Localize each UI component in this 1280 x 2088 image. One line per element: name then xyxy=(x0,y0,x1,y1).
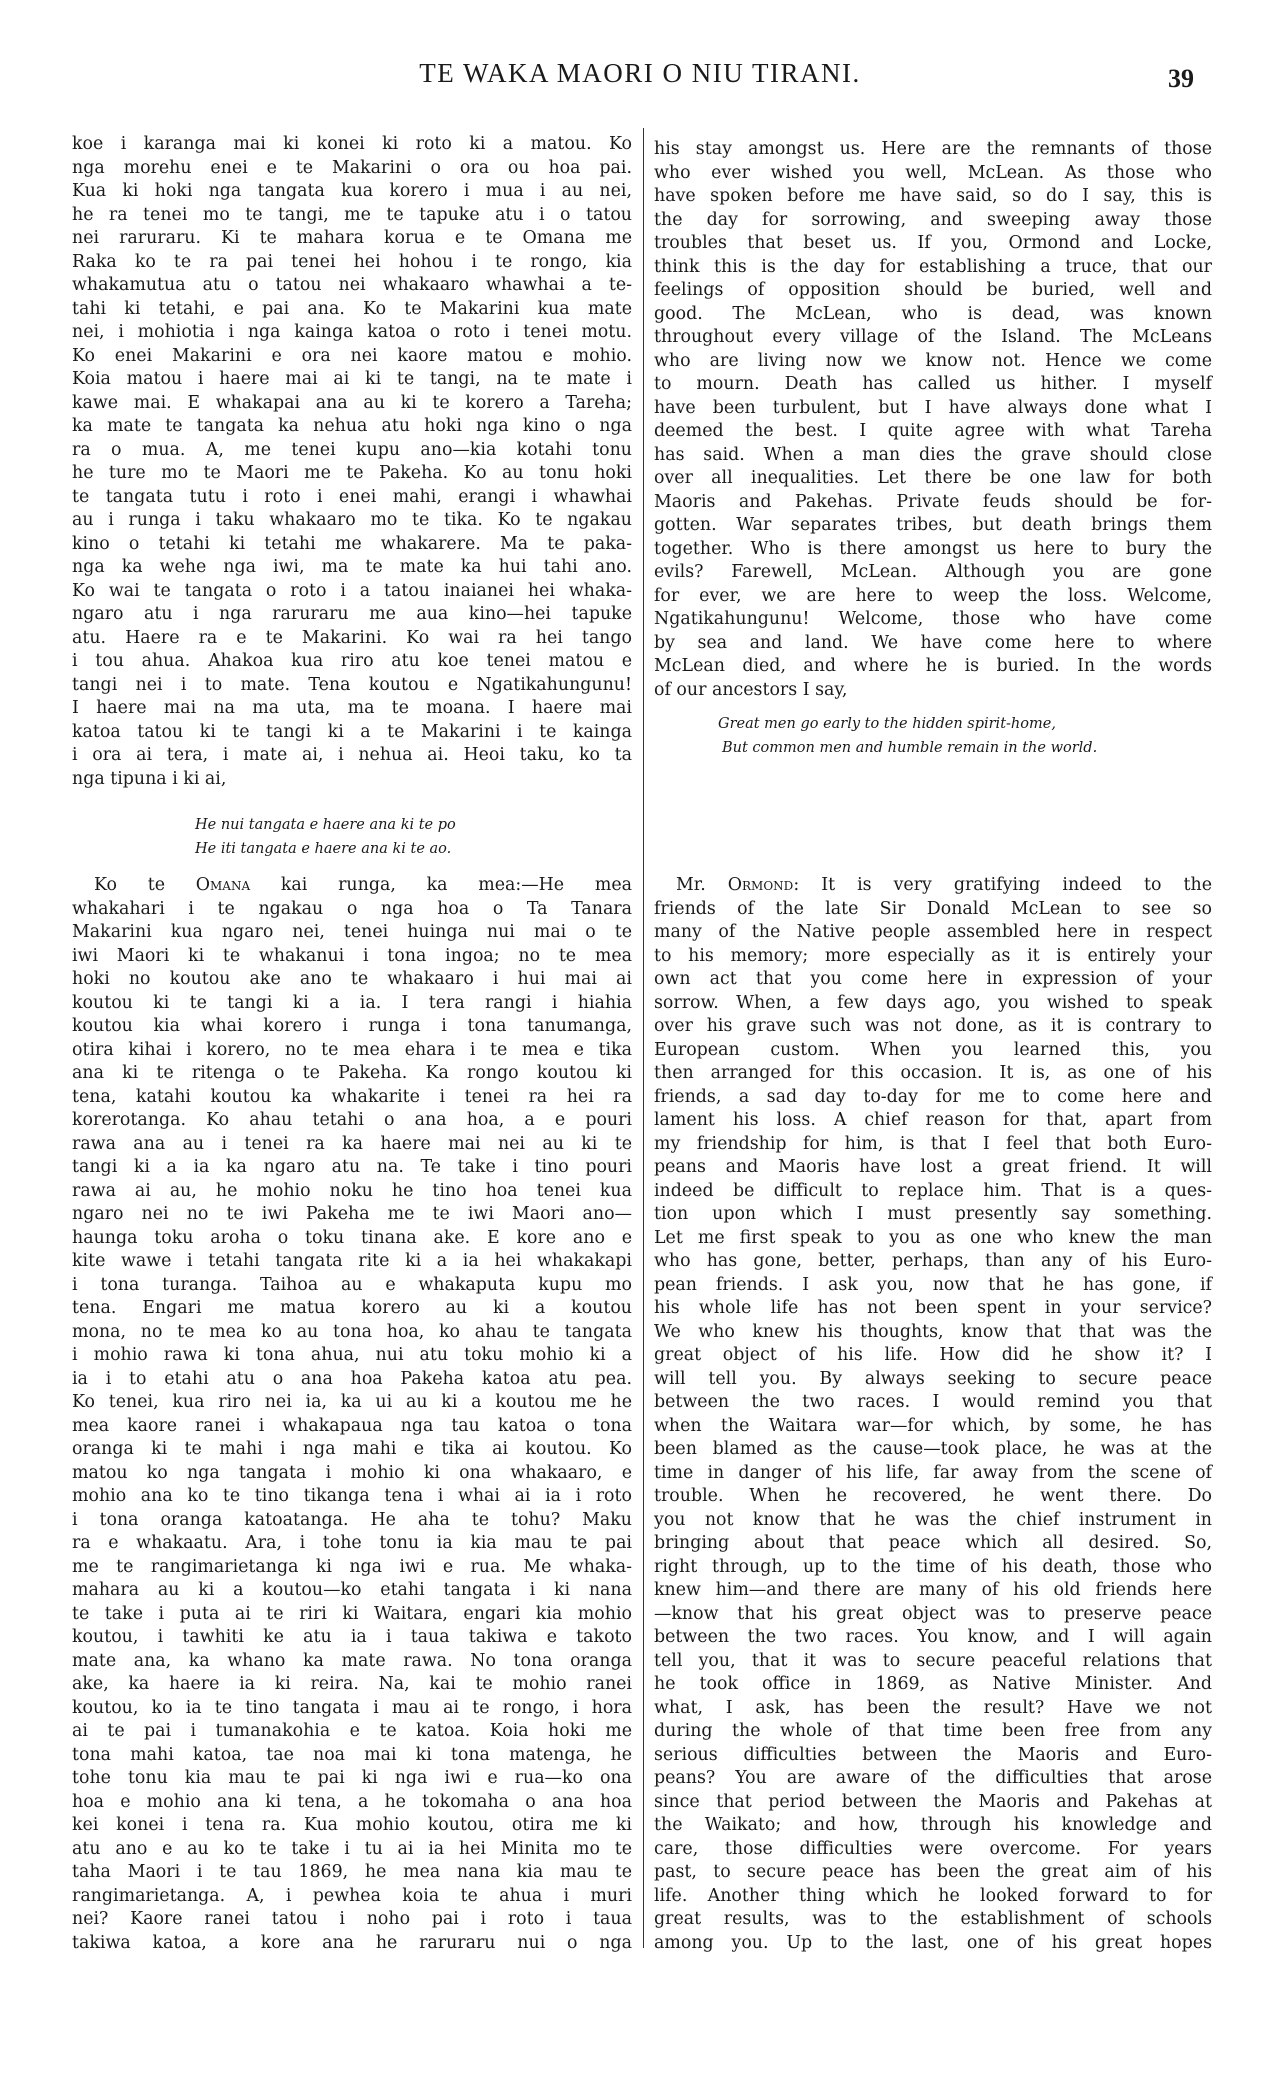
text-line: McLean died, and where he is buried. In the words xyxy=(654,656,1212,676)
text-line: Let me first speak to you as one who knew the man xyxy=(654,1227,1212,1248)
text-line: au i runga i taku whakaaro mo te tika. Ko te ngakau xyxy=(72,510,632,530)
text-line: have been turbulent, but I have always done what I xyxy=(654,397,1212,418)
text-line: tona mahi katoa, tae noa mai ki tona matenga, he xyxy=(72,1744,632,1765)
text-line: trouble. When he recovered, he went there. Do xyxy=(654,1486,1212,1506)
text-line: ngaro atu i nga raruraru me aua kino—hei tapuke xyxy=(72,604,632,624)
text-line: rawa ana au i tenei ra ka haere mai nei au ki te xyxy=(72,1133,632,1154)
text-line: friends, a sad day to-day for me to come here and xyxy=(654,1086,1212,1107)
text-line: past, to secure peace has been the great aim of his xyxy=(654,1862,1212,1882)
text-line: korerotanga. Ko ahau tetahi o ana hoa, a e pouri xyxy=(72,1110,632,1130)
proverb-line: He nui tangata e haere ana ki te po xyxy=(195,817,456,833)
text-line: what, I ask, has been the result? Have we not xyxy=(654,1697,1212,1718)
text-line: knew him—and there are many of his old friends here xyxy=(654,1580,1212,1600)
text-line: ake, ka haere ia ki reira. Na, kai te mohio ranei xyxy=(72,1674,632,1694)
text-line: to mourn. Death has called us hither. I myself xyxy=(654,374,1212,394)
text-line: gotten. War separates tribes, but death brings them xyxy=(654,515,1212,535)
text-line: great object of his life. How did he show it? I xyxy=(654,1345,1212,1365)
text-line: he took office in 1869, as Native Minister. And xyxy=(654,1674,1212,1694)
text-line: together. Who is there amongst us here to bury the xyxy=(654,538,1212,559)
text-line: tena, katahi koutou ka whakarite i tenei ra hei ra xyxy=(72,1086,632,1107)
text-line: We who knew his thoughts, know that that was the xyxy=(654,1321,1212,1342)
text-line: kite wawe i tetahi tangata rite ki a ia hei whakakapi xyxy=(72,1251,632,1271)
text-line: tohe tonu kia mau te pai ki nga iwi e rua—ko ona xyxy=(72,1768,632,1788)
text-line: life. Another thing which he looked forward to for xyxy=(654,1885,1212,1906)
text-line: haunga toku aroha o toku tinana ake. E kore ano e xyxy=(72,1227,632,1248)
text-line: will tell you. By always seeking to secure peace xyxy=(654,1368,1212,1389)
text-line: ra o mua. A, me tenei kupu ano—kia kotahi tonu xyxy=(72,439,632,460)
text-line: think this is the day for establishing a truce, that our xyxy=(654,256,1212,277)
text-line: koutou kia whai korero i runga i tona tanumanga, xyxy=(72,1016,632,1036)
text-line: mona, no te mea ko au tona hoa, ko ahau te tangata xyxy=(72,1321,632,1342)
text-line: my friendship for him, is that I feel that both Euro- xyxy=(654,1133,1212,1154)
text-line: ia i to etahi atu o ana hoa Pakeha katoa atu pea. xyxy=(72,1368,632,1389)
text-line: whakahari i te ngakau o nga hoa o Ta Tanara xyxy=(72,898,632,919)
text-line: tell you, that it was to secure peaceful relations that xyxy=(654,1650,1212,1671)
text: kai runga, ka mea:—He mea xyxy=(250,875,632,895)
column-divider xyxy=(643,128,644,1948)
text-line: tangi nei i to mate. Tena koutou e Ngatikahungunu! xyxy=(72,674,632,695)
text-line: taha Maori i te tau 1869, he mea nana kia mau te xyxy=(72,1862,632,1882)
left-column-maori-speech xyxy=(72,133,632,791)
text-line: great results, was to the establishment of schools xyxy=(654,1909,1212,1929)
text-line: between the two races. You know, and I will again xyxy=(654,1627,1212,1647)
text: Ko te xyxy=(94,875,196,895)
text-line: his whole life has not been spent in your service? xyxy=(654,1298,1212,1318)
text-line: many of the Native people assembled here in respect xyxy=(654,922,1212,942)
text-line: koutou ki te tangi ki a ia. I tera rangi i hiahia xyxy=(72,992,632,1013)
text-line: nga tipuna i ki ai, xyxy=(72,768,227,789)
text-line: me te rangimarietanga ki nga iwi e rua. Me whaka- xyxy=(72,1556,632,1577)
text-line: Makarini kua ngaro nei, tenei huinga nui mai o te xyxy=(72,922,632,942)
text-line: kawe mai. E whakapai ana au ki te korero a Tareha; xyxy=(72,392,632,413)
text-line: I haere mai na ma uta, ma te moana. I haere mai xyxy=(72,698,632,718)
text-line: nei, i mohiotia i nga kainga katoa o roto i tenei motu. xyxy=(72,322,632,342)
text-line: own act that you come here in expression of your xyxy=(654,969,1212,989)
text-line: feelings of opposition should be buried, well and xyxy=(654,280,1212,300)
text-line: katoa tatou ki te tangi ki a te Makarini i te kainga xyxy=(72,721,632,742)
page-number: 39 xyxy=(1168,64,1194,93)
text-line: between the two races. I would remind you that xyxy=(654,1392,1212,1412)
text-line: otira kihai i korero, no te mea ehara i te mea e tika xyxy=(72,1039,632,1060)
text-line: his stay amongst us. Here are the remnants of those xyxy=(654,139,1212,159)
left-column-omana-speech xyxy=(72,874,632,1955)
text-line: Kua ki hoki nga tangata kua korero i mua i au nei, xyxy=(72,181,632,201)
text-line: oranga ki te mahi i nga mahi e tika ai koutou. Ko xyxy=(72,1439,632,1459)
text-line: nga morehu enei e te Makarini o ora ou hoa pai. xyxy=(72,157,632,178)
right-column-ormond-speech xyxy=(654,874,1212,1955)
text-line: Raka ko te ra pai tenei hei hohou i te rongo, kia xyxy=(72,251,632,272)
text-line: i tona oranga katoatanga. He aha te tohu? Maku xyxy=(72,1509,632,1530)
text-line: ka mate te tangata ka nehua atu hoki nga kino o nga xyxy=(72,416,632,436)
text-line: rangimarietanga. A, i pewhea koia te ahua i muri xyxy=(72,1885,632,1906)
text-line: whakamutua atu o tatou nei whakaaro whawhai a te- xyxy=(72,275,632,295)
speaker-name: Ormond xyxy=(727,875,794,895)
text-line: good. The McLean, who is dead, was known xyxy=(654,303,1212,324)
speaker-name: Omana xyxy=(195,875,251,895)
text-line: has said. When a man dies the grave should close xyxy=(654,444,1212,465)
text-line: among you. Up to the last, one of his great hopes xyxy=(654,1932,1212,1953)
text-line: to his memory; more especially as it is entirely your xyxy=(654,945,1212,966)
text-line: koe i karanga mai ki konei ki roto ki a matou. Ko xyxy=(72,134,632,154)
proverb-line: He iti tangata e haere ana ki te ao. xyxy=(195,841,452,857)
text-line: who ever wished you well, McLean. As those who xyxy=(654,162,1212,183)
text-line: atu. Haere ra e te Makarini. Ko wai ra hei tango xyxy=(72,627,632,648)
text-line: mate ana, ka whano ka mate rawa. No tona oranga xyxy=(72,1650,632,1671)
text-line: ana ki te ritenga o te Pakeha. Ka rongo koutou ki xyxy=(72,1063,632,1083)
text-line: pean friends. I ask you, now that he has gone, if xyxy=(654,1274,1212,1295)
text-line: Maoris and Pakehas. Private feuds should be for- xyxy=(654,491,1212,512)
text-line: when the Waitara war—for which, by some, he has xyxy=(654,1415,1212,1436)
text: Mr. xyxy=(676,875,728,895)
text-line: lament his loss. A chief reason for that, apart from xyxy=(654,1110,1212,1130)
text-line: indeed be difficult to replace him. That is a ques- xyxy=(654,1180,1212,1201)
text-line: who are living now we know not. Hence we come xyxy=(654,350,1212,371)
text-line: tahi ki tetahi, e pai ana. Ko te Makarini kua mate xyxy=(72,298,632,319)
text-line: Ko wai te tangata o roto i a tatou inaianei hei whaka- xyxy=(72,580,632,601)
text-line: troubles that beset us. If you, Ormond and Locke, xyxy=(654,233,1212,253)
text-line: he ra tenei mo te tangi, me te tapuke atu i o tatou xyxy=(72,204,632,225)
text-line: atu ano e au ko te take i tu ai ia hei Minita mo te xyxy=(72,1838,632,1859)
text-line: care, those difficulties were overcome. For years xyxy=(654,1838,1212,1859)
text-line: takiwa katoa, a kore ana he raruraru nui o nga xyxy=(72,1932,632,1953)
text-line: i mohio rawa ki tona ahua, nui atu toku mohio ki a xyxy=(72,1345,632,1365)
text-line: tion upon which I must presently say something. xyxy=(654,1204,1212,1224)
text-line: iwi Maori ki te whakanui i tona ingoa; no te mea xyxy=(72,945,632,966)
text-line: been blamed as the cause—took place, he was at the xyxy=(654,1439,1212,1459)
text-line: peans? You are aware of the difficulties that arose xyxy=(654,1768,1212,1788)
text-line: by sea and land. We have come here to where xyxy=(654,632,1212,653)
text-line: koutou, ko ia te tino tangata i mau ai te rongo, i hora xyxy=(72,1697,632,1718)
text-line: Koia matou i haere mai ai ki te tangi, na te mate i xyxy=(72,369,632,389)
text-line: the day for sorrowing, and sweeping away those xyxy=(654,209,1212,230)
text-line: right through, up to the time of his death, those who xyxy=(654,1556,1212,1577)
text-line: hoa e mohio ana ki tena, a he tokomaha o ana hoa xyxy=(72,1791,632,1812)
text-line: evils? Farewell, McLean. Although you are gone xyxy=(654,562,1212,582)
right-proverb xyxy=(718,712,1097,760)
text: : It is very gratifying indeed to the xyxy=(793,875,1212,895)
text-line: throughout every village of the Island. The McLeans xyxy=(654,327,1212,347)
text-line: over all inequalities. Let there be one law for both xyxy=(654,468,1212,488)
proverb-line: Great men go early to the hidden spirit-home, xyxy=(718,716,1056,732)
text-line: since that period between the Maoris and Pakehas at xyxy=(654,1791,1212,1812)
text-line: mahara au ki a koutou—ko etahi tangata i ki nana xyxy=(72,1580,632,1600)
text-line: time in danger of his life, far away from the scene of xyxy=(654,1462,1212,1483)
text-line: Ngatikahungunu! Welcome, those who have come xyxy=(654,609,1212,629)
text-line: sorrow. When, a few days ago, you wished to speak xyxy=(654,992,1212,1013)
text-line: mohio ana ko te tino tikanga tena i whai ai ia i roto xyxy=(72,1486,632,1506)
text-line: over his grave such was not done, as it is contrary to xyxy=(654,1016,1212,1036)
text-line: he ture mo te Maori me te Pakeha. Ko au tonu hoki xyxy=(72,463,632,483)
text-line: who has gone, better, perhaps, than any of his Euro- xyxy=(654,1251,1212,1271)
left-proverb xyxy=(195,813,456,861)
text-line: —know that his great object was to preserve peace xyxy=(654,1603,1212,1624)
text-line: then arranged for this occasion. It is, as one of his xyxy=(654,1063,1212,1083)
text-line: i ora ai tera, i mate ai, i nehua ai. Heoi taku, ko ta xyxy=(72,745,632,765)
paragraph-first-line xyxy=(654,874,1212,898)
text-line: matou ko nga tangata i mohio ki ona whakaaro, e xyxy=(72,1462,632,1483)
page-header-title: TE WAKA MAORI O NIU TIRANI. xyxy=(419,58,861,88)
text-line: Ko enei Makarini e ora nei kaore matou e mohio. xyxy=(72,345,632,366)
text-line: mea kaore ranei i whakapaua nga tau katoa o tona xyxy=(72,1415,632,1436)
text-line: of our ancestors I say, xyxy=(654,679,848,700)
text-line: nga ka wehe nga iwi, ma te mate ka hui tahi ano. xyxy=(72,557,632,577)
text-line: i tona turanga. Taihoa au e whakaputa kupu mo xyxy=(72,1274,632,1295)
text-line: have spoken before me have said, so do I say, this is xyxy=(654,186,1212,206)
text-line: you not know that he was the chief instrument in xyxy=(654,1509,1212,1530)
text-line: ngaro nei no te iwi Pakeha me te iwi Maori ano— xyxy=(72,1204,632,1224)
text-line: nei? Kaore ranei tatou i noho pai i roto i taua xyxy=(72,1909,632,1929)
text-line: i tou ahua. Ahakoa kua riro atu koe tenei matou e xyxy=(72,651,632,671)
text-line: hoki no koutou ake ano te whakaaro i hui mai ai xyxy=(72,969,632,989)
right-column-english-translation xyxy=(654,138,1212,702)
text-line: ra e whakaatu. Ara, i tohe tonu ia kia mau te pai xyxy=(72,1533,632,1553)
text-line: rawa ai au, he mohio noku he tino hoa tenei kua xyxy=(72,1180,632,1201)
text-line: koutou, i tawhiti ke atu ia i taua takiwa e takoto xyxy=(72,1627,632,1647)
text-line: serious difficulties between the Maoris and Euro- xyxy=(654,1744,1212,1765)
text-line: for ever, we are here to weep the loss. Welcome, xyxy=(654,585,1212,606)
text-line: Ko tenei, kua riro nei ia, ka ui au ki a koutou me he xyxy=(72,1392,632,1412)
text-line: during the whole of that time been free from any xyxy=(654,1721,1212,1741)
text-line: friends of the late Sir Donald McLean to see so xyxy=(654,898,1212,919)
text-line: ai te pai i tumanakohia e te katoa. Koia hoki me xyxy=(72,1721,632,1741)
text-line: bringing about that peace which all desired. So, xyxy=(654,1533,1212,1553)
text-line: deemed the best. I quite agree with what Tareha xyxy=(654,421,1212,441)
text-line: peans and Maoris have lost a great friend. It will xyxy=(654,1157,1212,1177)
text-line: tangi ki a ia ka ngaro atu na. Te take i tino pouri xyxy=(72,1157,632,1177)
text-line: tena. Engari me matua korero au ki a koutou xyxy=(72,1298,632,1318)
text-line: te tangata tutu i roto i enei mahi, erangi i whawhai xyxy=(72,486,632,507)
proverb-line: But common men and humble remain in the world. xyxy=(722,740,1098,756)
text-line: nei raruraru. Ki te mahara korua e te Omana me xyxy=(72,228,632,248)
text-line: kino o tetahi ki tetahi me whakarere. Ma te paka- xyxy=(72,533,632,554)
text-line: te take i puta ai te riri ki Waitara, engari kia mohio xyxy=(72,1603,632,1624)
text-line: kei konei i tena ra. Kua mohio koutou, otira me ki xyxy=(72,1815,632,1835)
text-line: the Waikato; and how, through his knowledge and xyxy=(654,1815,1212,1835)
paragraph-first-line xyxy=(72,874,632,898)
text-line: European custom. When you learned this, you xyxy=(654,1039,1212,1060)
